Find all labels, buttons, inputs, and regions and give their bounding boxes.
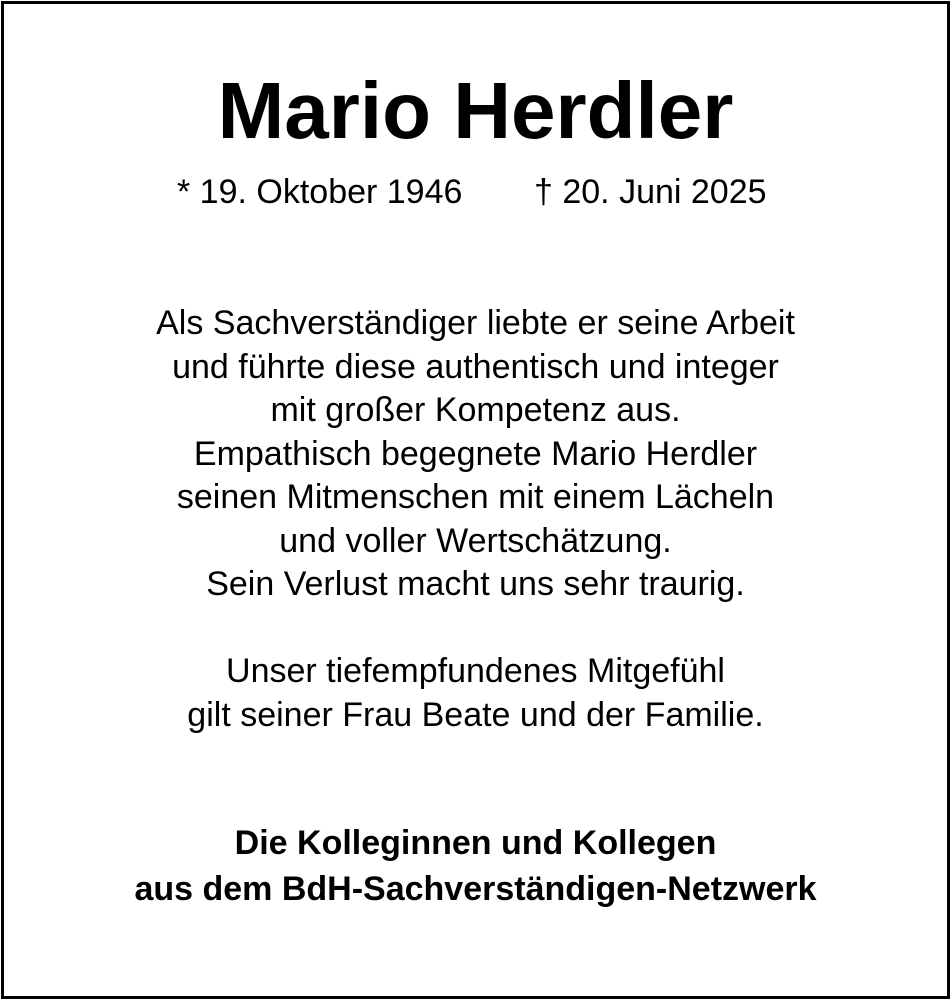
condolence-text bbox=[4, 650, 947, 737]
birth-date: * 19. Oktober 1946 bbox=[177, 173, 463, 211]
tribute-line: und voller Wertschätzung. bbox=[279, 521, 672, 560]
tribute-text bbox=[4, 302, 947, 607]
tribute-line: Empathisch begegnete Mario Herdler bbox=[193, 434, 758, 473]
tribute-line: seinen Mitmenschen mit einem Lächeln bbox=[176, 478, 775, 516]
tribute-line: Sein Verlust macht uns sehr traurig. bbox=[206, 565, 745, 603]
tribute-line: und führte diese authentisch und integer bbox=[172, 347, 779, 386]
condolence-line: Unser tiefempfundenes Mitgefühl bbox=[226, 652, 725, 690]
tribute-line: Als Sachverständiger liebte er seine Arbeit bbox=[156, 304, 795, 342]
deceased-name: Mario Herdler bbox=[217, 66, 734, 155]
tribute-line: mit großer Kompetenz aus. bbox=[270, 391, 681, 429]
obituary-frame bbox=[1, 1, 950, 999]
signature-line: Die Kolleginnen und Kollegen bbox=[234, 824, 717, 862]
condolence-line: gilt seiner Frau Beate und der Familie. bbox=[187, 695, 764, 734]
death-date: † 20. Juni 2025 bbox=[534, 173, 767, 211]
signature-line: aus dem BdH-Sachverständigen-Netzwerk bbox=[134, 870, 817, 908]
signature bbox=[4, 820, 947, 912]
